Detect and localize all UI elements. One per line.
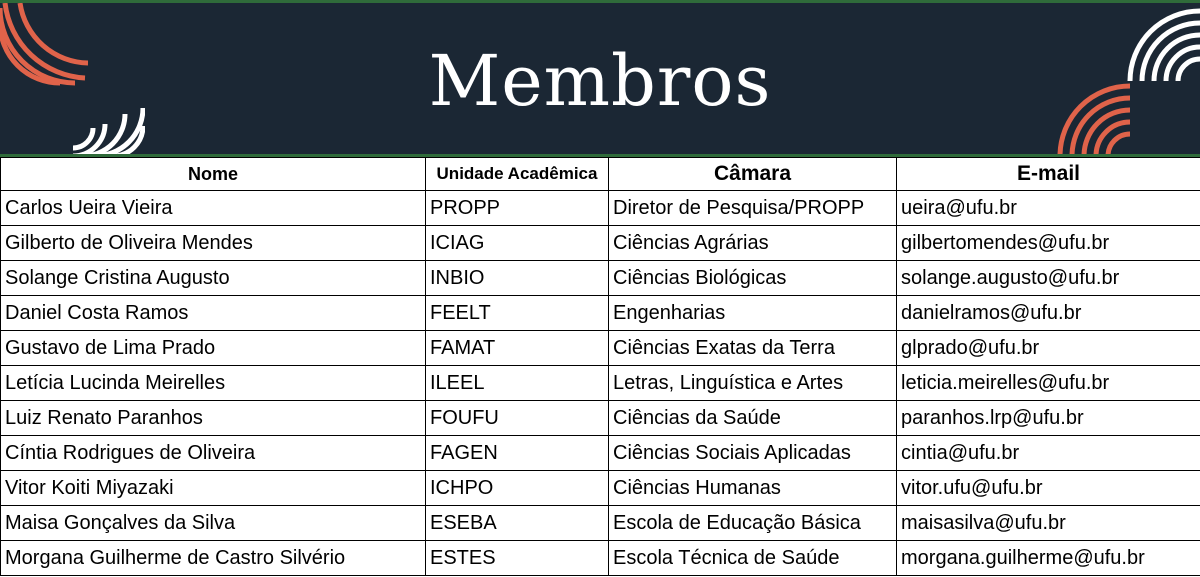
member-email: vitor.ufu@ufu.br: [897, 471, 1200, 506]
member-unit: ESEBA: [426, 506, 609, 541]
table-row: [1, 226, 1200, 261]
members-table: [0, 157, 1200, 576]
table-row: [1, 471, 1200, 506]
member-name: Carlos Ueira Vieira: [1, 191, 426, 226]
member-unit: ICHPO: [426, 471, 609, 506]
member-chamber: Ciências Agrárias: [609, 226, 897, 261]
member-email: gilbertomendes@ufu.br: [897, 226, 1200, 261]
header-banner: [0, 0, 1200, 157]
member-chamber: Ciências Exatas da Terra: [609, 331, 897, 366]
member-unit: ESTES: [426, 541, 609, 576]
banner-title: Membros: [428, 40, 772, 122]
table-row: [1, 436, 1200, 471]
column-header-email: E-mail: [897, 158, 1200, 191]
member-unit: FEELT: [426, 296, 609, 331]
member-chamber: Ciências Sociais Aplicadas: [609, 436, 897, 471]
member-unit: FAGEN: [426, 436, 609, 471]
member-email: morgana.guilherme@ufu.br: [897, 541, 1200, 576]
column-header-chamber: Câmara: [609, 158, 897, 191]
member-name: Morgana Guilherme de Castro Silvério: [1, 541, 426, 576]
member-email: ueira@ufu.br: [897, 191, 1200, 226]
member-unit: INBIO: [426, 261, 609, 296]
orange-arcs-right-decoration: [1055, 78, 1130, 156]
member-unit: ILEEL: [426, 366, 609, 401]
member-name: Maisa Gonçalves da Silva: [1, 506, 426, 541]
table-row: [1, 366, 1200, 401]
member-email: danielramos@ufu.br: [897, 296, 1200, 331]
header-row: [1, 158, 1200, 191]
member-unit: FAMAT: [426, 331, 609, 366]
member-name: Daniel Costa Ramos: [1, 296, 426, 331]
member-unit: FOUFU: [426, 401, 609, 436]
table-row: [1, 296, 1200, 331]
member-email: maisasilva@ufu.br: [897, 506, 1200, 541]
member-email: leticia.meirelles@ufu.br: [897, 366, 1200, 401]
member-chamber: Ciências Biológicas: [609, 261, 897, 296]
member-email: paranhos.lrp@ufu.br: [897, 401, 1200, 436]
member-chamber: Escola de Educação Básica: [609, 506, 897, 541]
table-row: [1, 401, 1200, 436]
table-row: [1, 261, 1200, 296]
member-email: cintia@ufu.br: [897, 436, 1200, 471]
member-chamber: Ciências Humanas: [609, 471, 897, 506]
member-email: glprado@ufu.br: [897, 331, 1200, 366]
member-chamber: Diretor de Pesquisa/PROPP: [609, 191, 897, 226]
table-row: [1, 191, 1200, 226]
member-chamber: Ciências da Saúde: [609, 401, 897, 436]
member-chamber: Letras, Linguística e Artes: [609, 366, 897, 401]
member-name: Gilberto de Oliveira Mendes: [1, 226, 426, 261]
member-name: Solange Cristina Augusto: [1, 261, 426, 296]
member-name: Vitor Koiti Miyazaki: [1, 471, 426, 506]
table-row: [1, 331, 1200, 366]
member-chamber: Engenharias: [609, 296, 897, 331]
member-name: Luiz Renato Paranhos: [1, 401, 426, 436]
member-unit: ICIAG: [426, 226, 609, 261]
member-name: Gustavo de Lima Prado: [1, 331, 426, 366]
table-row: [1, 541, 1200, 576]
column-header-unit: Unidade Acadêmica: [426, 158, 609, 191]
table-row: [1, 506, 1200, 541]
member-chamber: Escola Técnica de Saúde: [609, 541, 897, 576]
column-header-name: Nome: [1, 158, 426, 191]
member-unit: PROPP: [426, 191, 609, 226]
member-email: solange.augusto@ufu.br: [897, 261, 1200, 296]
member-name: Letícia Lucinda Meirelles: [1, 366, 426, 401]
white-arcs-right-decoration: [1125, 3, 1200, 83]
member-name: Cíntia Rodrigues de Oliveira: [1, 436, 426, 471]
